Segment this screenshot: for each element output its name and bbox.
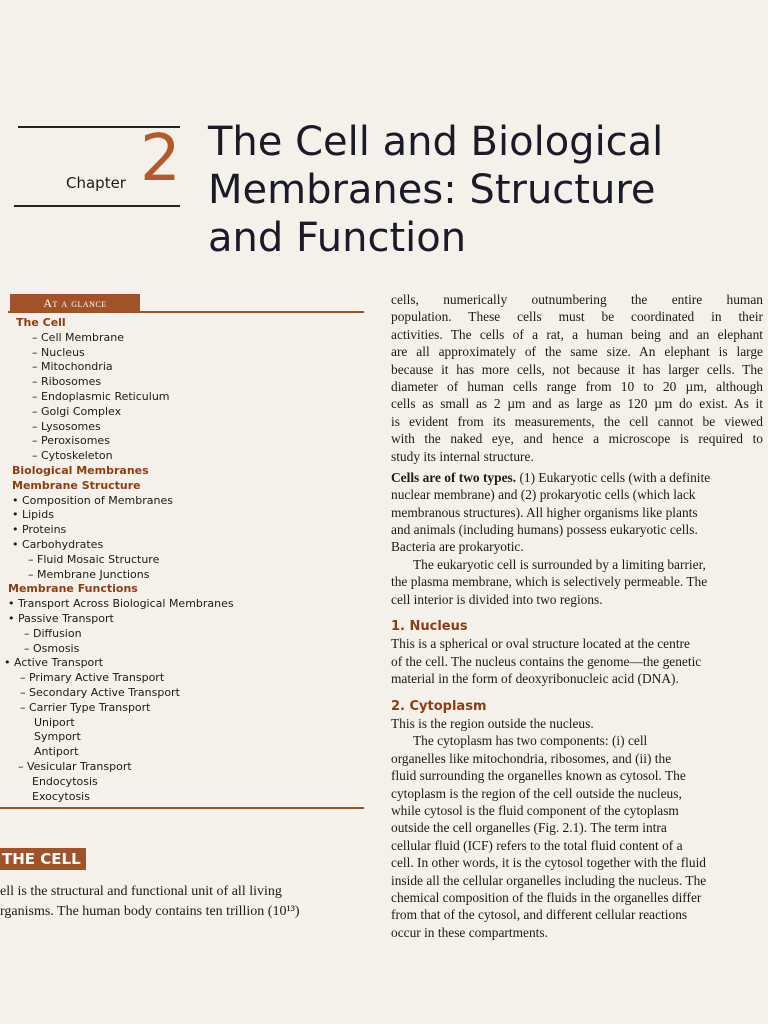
glance-item: – Cytoskeleton xyxy=(32,449,113,463)
text-line: The eukaryotic cell is surrounded by a limiting barrier, xyxy=(413,556,706,572)
text-line: The cytoplasm has two components: (i) cell xyxy=(413,733,648,749)
text-line: nuclear membrane) and (2) prokaryotic cells (which lack xyxy=(391,487,696,503)
glance-item: • Lipids xyxy=(12,508,54,522)
intro-paragraph xyxy=(0,882,362,922)
chapter-number: 2 xyxy=(140,122,181,196)
text-run: (1) Eukaryotic cells (with a definite xyxy=(516,469,711,485)
glance-item: – Osmosis xyxy=(24,641,80,655)
text-line: because it has more cells, not because it has larger cells. The xyxy=(391,361,763,377)
glance-item: • Active Transport xyxy=(4,656,104,670)
text-line: occur in these compartments. xyxy=(391,924,548,940)
glance-item: – Primary Active Transport xyxy=(20,671,165,685)
at-a-glance-heading: At a glance xyxy=(10,294,140,312)
text-line: This is the region outside the nucleus. xyxy=(391,715,594,731)
chapter-label: Chapter xyxy=(66,174,126,192)
text-line: outside the cell organelles (Fig. 2.1). The term intra xyxy=(391,820,667,836)
text-line xyxy=(391,469,763,486)
glance-heading-item: Membrane Structure xyxy=(12,478,141,492)
text-line: cytoplasm is the region of the cell outside the nucleus, xyxy=(391,785,682,801)
text-line: while cytosol is the fluid component of the cytoplasm xyxy=(391,802,679,818)
text-line: cells as small as 2 µm and as large as 120 µm do exist. As it xyxy=(391,396,763,412)
glance-item: – Peroxisomes xyxy=(32,434,110,448)
text-line: membranous structures). All higher organisms like plants xyxy=(391,504,698,520)
chapter-title-line: The Cell and Biological xyxy=(208,119,664,165)
glance-item: – Endoplasmic Reticulum xyxy=(32,390,170,403)
text-line: is evident from its measurements, the cell cannot be viewed xyxy=(391,413,763,429)
section-heading: THE CELL xyxy=(0,848,86,870)
subsection-heading: 1. Nucleus xyxy=(391,619,468,635)
paragraph-line: ell is the structural and functional unit of all living xyxy=(0,884,282,899)
glance-item: – Golgi Complex xyxy=(32,404,122,418)
text-line: diameter of human cells range from 10 to 20 µm, although xyxy=(391,378,763,394)
glance-item: • Composition of Membranes xyxy=(12,493,173,507)
text-line: activities. The cells of a rat, a human being and an elephant xyxy=(391,326,763,342)
text-line: and animals (including humans) possess eukaryotic cells. xyxy=(391,522,698,538)
text-line: Bacteria are prokaryotic. xyxy=(391,539,524,555)
glance-heading-item: The Cell xyxy=(16,316,66,329)
text-line: cells, numerically outnumbering the entire human xyxy=(391,292,763,307)
glance-item: – Ribosomes xyxy=(32,375,102,389)
glance-heading-item: Membrane Functions xyxy=(8,582,138,596)
text-line: the plasma membrane, which is selectively permeable. The xyxy=(391,574,708,590)
chapter-title xyxy=(208,118,748,262)
glance-item: – Membrane Junctions xyxy=(28,567,150,581)
glance-item: – Lysosomes xyxy=(32,419,101,433)
lead-phrase: Cells are of two types. xyxy=(391,469,517,485)
chapter-title-line: and Function xyxy=(208,215,467,261)
glance-item: Symport xyxy=(34,730,81,744)
glance-item: Exocytosis xyxy=(32,789,90,803)
glance-item: – Fluid Mosaic Structure xyxy=(28,552,160,566)
text-line: study its internal structure. xyxy=(391,448,534,464)
glance-item: • Proteins xyxy=(12,523,67,537)
glance-item: Antiport xyxy=(34,745,79,759)
at-a-glance-rule xyxy=(8,311,364,313)
text-line: This is a spherical or oval structure located at the centre xyxy=(391,636,690,652)
text-line: with the naked eye, and hence a microscope is required to xyxy=(391,431,763,447)
text-line: material in the form of deoxyribonucleic acid (DNA). xyxy=(391,671,679,687)
glance-item: Uniport xyxy=(34,715,75,729)
glance-item: – Nucleus xyxy=(32,345,85,359)
text-line: cell. In other words, it is the cytosol together with the fluid xyxy=(391,855,706,871)
paragraph-line: rganisms. The human body contains ten trillion (10¹³) xyxy=(0,904,300,919)
glance-item: – Diffusion xyxy=(24,626,82,640)
chapter-title-line: Membranes: Structure xyxy=(208,167,656,213)
glance-item: Endocytosis xyxy=(32,774,98,788)
glance-item: – Carrier Type Transport xyxy=(20,700,151,714)
subsection-heading: 2. Cytoplasm xyxy=(391,698,487,714)
glance-item: – Vesicular Transport xyxy=(18,760,132,773)
text-line: from that of the cytosol, and different cellular reactions xyxy=(391,907,688,923)
text-line: organelles like mitochondria, ribosomes, and (ii) the xyxy=(391,750,672,766)
at-a-glance-end-rule xyxy=(0,807,364,809)
glance-heading-item: Biological Membranes xyxy=(12,464,149,477)
text-line: fluid surrounding the organelles known as cytosol. The xyxy=(391,768,686,784)
glance-item: – Secondary Active Transport xyxy=(20,686,180,699)
glance-item: – Mitochondria xyxy=(32,360,113,374)
chapter-rule-bottom xyxy=(14,205,180,207)
text-line: chemical composition of the fluids in the organelles differ xyxy=(391,889,702,905)
right-column xyxy=(391,291,763,941)
glance-item: • Carbohydrates xyxy=(12,538,104,551)
glance-item: • Passive Transport xyxy=(8,612,114,625)
text-line: population. These cells must be coordinated in their xyxy=(391,309,763,325)
glance-item: – Cell Membrane xyxy=(32,330,125,344)
text-line: cell interior is divided into two regions. xyxy=(391,591,603,607)
glance-item: • Transport Across Biological Membranes xyxy=(8,597,234,611)
text-line: cellular fluid (ICF) refers to the total fluid content of a xyxy=(391,837,683,853)
text-line: are all approximately of the same size. An elephant is large xyxy=(391,344,763,360)
text-line: of the cell. The nucleus contains the genome—the genetic xyxy=(391,653,702,669)
text-line: inside all the cellular organelles including the nucleus. The xyxy=(391,872,707,888)
